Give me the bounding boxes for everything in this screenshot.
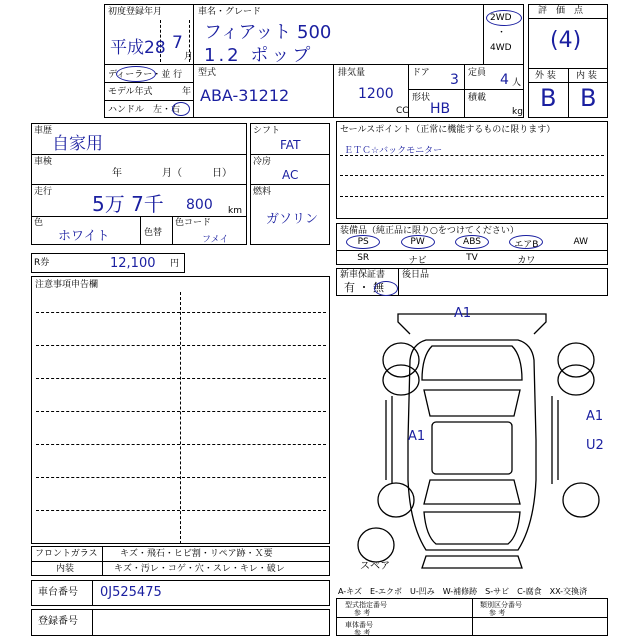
- color-value: ホワイト: [58, 229, 110, 244]
- displacement-label: 排気量: [338, 68, 366, 78]
- damage-right-2: U2: [586, 438, 604, 453]
- usage-label: 車歴: [34, 126, 53, 136]
- rear-window: [424, 480, 520, 504]
- front-bumper: [398, 314, 546, 334]
- damage-front: A1: [454, 306, 472, 321]
- inspection-label: 車検: [34, 157, 53, 167]
- windshield-label: フロントガラス: [35, 549, 98, 559]
- mid-left-wheel: [383, 365, 419, 395]
- car-diagram: [336, 300, 608, 585]
- warranty-label: 新車保証書: [340, 270, 386, 280]
- capacity-unit: 人: [512, 78, 522, 88]
- frame-ref: 参 考: [354, 629, 371, 637]
- recycle-label: R券: [34, 258, 50, 268]
- equipment-row1-item: PS: [357, 237, 369, 247]
- notes-line: [36, 543, 326, 544]
- capacity: 4: [500, 72, 509, 88]
- equipment-row1-item: PW: [410, 237, 425, 247]
- notes-line: [36, 444, 326, 445]
- capacity-label: 定員: [468, 68, 487, 78]
- rear-right-wheel: [563, 483, 599, 517]
- drive-4wd: 4WD: [490, 43, 512, 53]
- recycle-box: [31, 253, 185, 273]
- windshield: [424, 390, 520, 416]
- notes-line: [36, 312, 326, 313]
- drive-dot: ・: [497, 28, 507, 38]
- displacement: 1200: [358, 86, 394, 102]
- interior-cond-label: 内装: [56, 564, 75, 574]
- color-code-value: フメイ: [202, 235, 229, 245]
- sales-points-line1: ＥＴＣ☆バックモニター: [344, 146, 443, 156]
- frame-label: 車体番号: [345, 621, 373, 629]
- equipment-row2-item: SR: [357, 253, 370, 263]
- body: HB: [430, 101, 451, 117]
- exterior-grade: B: [540, 84, 557, 112]
- color-label: 色: [34, 218, 44, 228]
- roof: [432, 422, 512, 474]
- retrofit-label: 後日品: [402, 270, 430, 280]
- model-cert-ref: 参 考: [354, 609, 371, 617]
- equipment-row2-item: ナビ: [408, 256, 427, 266]
- chassis-value: 0J525475: [100, 585, 162, 600]
- equipment-row1-item: AW: [573, 237, 589, 247]
- notes-label: 注意事項申告欄: [35, 280, 99, 290]
- warranty-value: 有 ・ 無: [344, 281, 384, 294]
- evaluation-label: 評 価 点: [538, 6, 584, 16]
- km-unit: km: [228, 206, 242, 216]
- chassis-label: 車台番号: [38, 587, 78, 598]
- interior-cond-value: キズ・汚レ・コゲ・穴・スレ・キレ・破レ: [114, 564, 285, 574]
- model-cert-label: 型式指定番号: [345, 601, 387, 609]
- recycle-unit: 円: [170, 259, 180, 269]
- interior-grade: B: [580, 84, 597, 112]
- trunk: [424, 512, 520, 544]
- notes-line: [36, 477, 326, 478]
- model-type: ABA-31212: [200, 86, 290, 105]
- body-outline: [408, 340, 536, 550]
- equipment-row1-item: エアB: [514, 240, 539, 250]
- equipment-row2-item: TV: [466, 253, 478, 263]
- notes-line: [36, 510, 326, 511]
- car-name-label: 車名・グレード: [198, 7, 262, 17]
- mid-right-wheel: [558, 365, 594, 395]
- fuel-label: 燃料: [253, 187, 272, 197]
- hood: [422, 346, 522, 380]
- windshield-value: キズ・飛石・ヒビ割・リペア跡・Ｘ要: [120, 549, 273, 559]
- exterior-label: 外 装: [535, 71, 556, 81]
- ac-label: 冷房: [253, 157, 272, 167]
- shift-value: FAT: [280, 138, 301, 152]
- sales-points-label: セールスポイント（正常に機能するものに限ります）: [340, 125, 556, 135]
- mileage-label: 走行: [34, 187, 53, 197]
- recycle-value: 12,100: [110, 256, 156, 271]
- car-grade: 1.2 ポップ: [204, 45, 314, 66]
- equipment-row2-item: カワ: [517, 256, 536, 266]
- handle-label: ハンドル 左・右: [108, 105, 181, 115]
- rear-bumper: [422, 556, 522, 568]
- model-year-label: モデル年式: [108, 87, 153, 97]
- dealer-label: ディーラー・並 行: [108, 70, 183, 80]
- drive-2wd: 2WD: [490, 13, 512, 23]
- equipment-label: 装備品（純正品に限り○をつけてください）: [340, 226, 519, 236]
- front-right-wheel: [558, 343, 594, 377]
- interior-label: 内 装: [576, 71, 597, 81]
- class-ref: 参 考: [489, 609, 506, 617]
- inspection-value: 年 月（ 日）: [112, 168, 232, 179]
- dealer-circle: [116, 66, 156, 82]
- equipment-circle: [401, 235, 435, 249]
- spare-wheel: [358, 528, 394, 562]
- registration-label: 登録番号: [38, 616, 78, 627]
- sales-points-block: [336, 121, 608, 219]
- first-reg-label: 初度登録年月: [108, 7, 163, 17]
- month-unit: 月: [184, 52, 194, 62]
- notes-line: [36, 345, 326, 346]
- doors-label: ドア: [412, 68, 430, 78]
- body-label: 形状: [412, 93, 431, 103]
- load-unit: kg: [512, 107, 523, 117]
- handle-circle: [172, 102, 190, 116]
- right-side: [552, 396, 558, 484]
- mileage-small: 800: [186, 197, 213, 213]
- left-side: [386, 396, 392, 484]
- model-type-label: 型式: [198, 68, 217, 78]
- notes-line: [36, 378, 326, 379]
- load-label: 積載: [468, 93, 487, 103]
- color-change-label: 色替: [144, 228, 163, 238]
- warranty-circle: [374, 281, 398, 296]
- shift-label: シフト: [253, 126, 281, 136]
- equipment-row1-item: ABS: [463, 237, 481, 247]
- spare-label: スペア: [360, 561, 390, 572]
- evaluation-score: (4): [550, 28, 582, 53]
- damage-right-1: A1: [586, 409, 604, 424]
- usage-value: 自家用: [52, 134, 103, 154]
- equipment-circle: [346, 235, 380, 249]
- month-value: 7: [172, 33, 183, 53]
- class-label: 類別区分番号: [480, 601, 522, 609]
- notes-line: [36, 411, 326, 412]
- car-name: フィアット 500: [204, 22, 332, 43]
- ac-value: AC: [282, 168, 299, 182]
- damage-codes: A-キズ E-エクボ U-凹み W-補修跡 S-サビ C-腐食 XX-交換済: [338, 587, 588, 596]
- equipment-circle: [455, 235, 489, 249]
- doors: 3: [450, 72, 459, 88]
- damage-left: A1: [408, 429, 426, 444]
- year-unit: 年: [182, 87, 192, 97]
- cc-unit: CC: [396, 106, 409, 116]
- color-code-label: 色コード: [175, 218, 212, 228]
- mileage-value: 5万 7千: [92, 192, 164, 216]
- fuel-value: ガソリン: [266, 212, 319, 227]
- era-value: 平成28: [110, 38, 166, 58]
